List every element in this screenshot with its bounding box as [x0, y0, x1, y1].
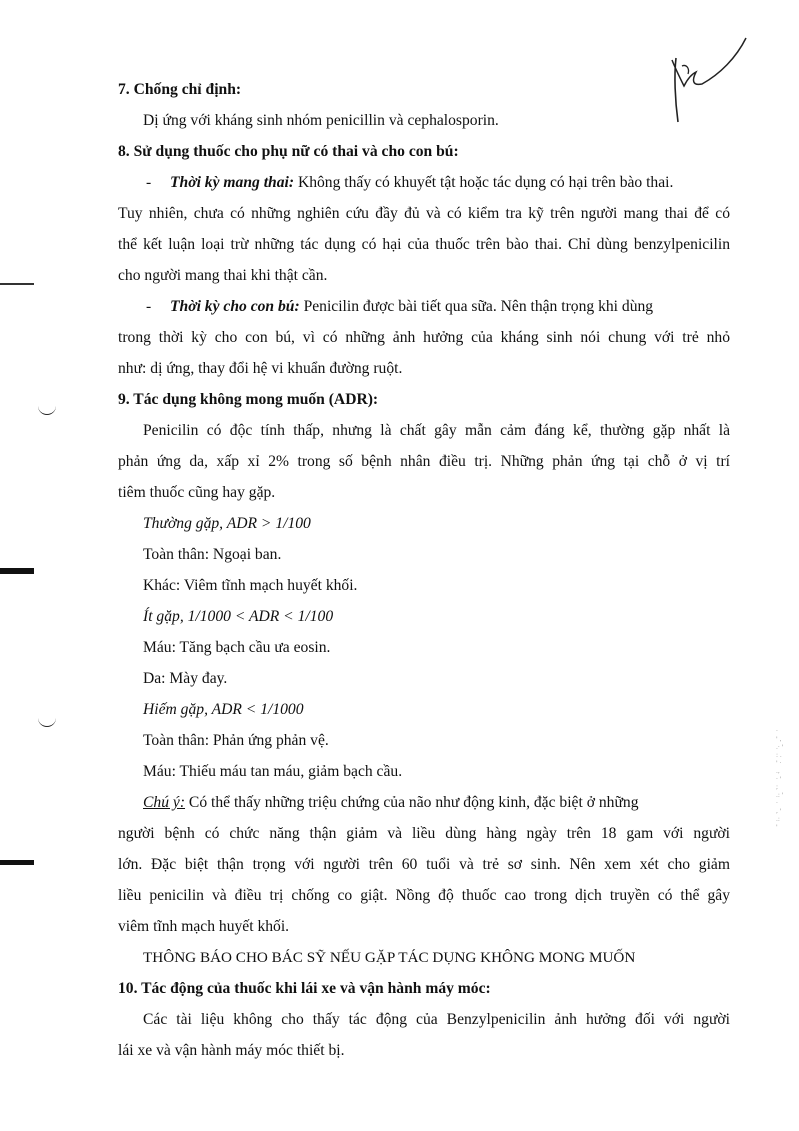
margin-hook	[38, 402, 56, 415]
bullet-breastfeeding	[146, 297, 758, 317]
adr-uncommon-title: Ít gặp, 1/1000 < ADR < 1/100	[143, 608, 334, 625]
adr-note-line-3: lớn. Đặc biệt thận trọng với người trên 60 tuổi và trẻ sơ sinh. Nên xem xét cho giảm	[118, 856, 730, 873]
margin-hook	[38, 714, 56, 727]
adr-intro-line-2: phản ứng da, xấp xỉ 2% trong số bệnh nhân điều trị. Những phản ứng tại chỗ ở vị trí	[118, 453, 730, 470]
adr-intro-line-3: tiêm thuốc cũng hay gặp.	[118, 484, 276, 501]
note-text-1: Có thể thấy những triệu chứng của não như động kinh, đặc biệt ở những	[188, 794, 639, 811]
pregnancy-line-2: Tuy nhiên, chưa có những nghiên cứu đầy đủ và có kiểm tra kỹ trên người mang thai để có	[118, 205, 730, 222]
margin-bar	[0, 860, 34, 865]
breastfeeding-label: Thời kỳ cho con bú:	[170, 298, 300, 315]
adr-common-2: Khác: Viêm tĩnh mạch huyết khối.	[143, 577, 358, 594]
adr-rare-title: Hiếm gặp, ADR < 1/1000	[143, 701, 304, 718]
adr-note-line-1	[143, 793, 730, 813]
pregnancy-line-4: cho người mang thai khi thật cần.	[118, 267, 328, 284]
adr-uncommon-2: Da: Mày đay.	[143, 670, 228, 687]
adr-notice: THÔNG BÁO CHO BÁC SỸ NẾU GẶP TÁC DỤNG KHÔNG MONG MUỐN	[143, 949, 636, 966]
bullet-dash: -	[146, 298, 152, 315]
adr-uncommon-1: Máu: Tăng bạch cầu ưa eosin.	[143, 639, 331, 656]
section-7-body: Dị ứng với kháng sinh nhóm penicillin và cephalosporin.	[143, 112, 499, 129]
adr-rare-2: Máu: Thiếu máu tan máu, giảm bạch cầu.	[143, 763, 403, 780]
scan-specks: · ' , .· ' : . ' · ., · ' ; .: ' · , ' .: '	[776, 728, 784, 831]
pregnancy-label: Thời kỳ mang thai:	[170, 174, 295, 191]
driving-line-2: lái xe và vận hành máy móc thiết bị.	[118, 1042, 345, 1059]
adr-note-line-2: người bệnh có chức năng thận giảm và liều dùng hàng ngày trên 18 gam với người	[118, 825, 730, 842]
adr-common-1: Toàn thân: Ngoại ban.	[143, 546, 282, 563]
bullet-pregnancy	[146, 173, 758, 193]
margin-tick	[0, 283, 34, 285]
breastfeeding-line-3: như: dị ứng, thay đổi hệ vi khuẩn đường ruột.	[118, 360, 403, 377]
pregnancy-line-3: thể kết luận loại trừ những tác dụng có hại của thuốc trên bào thai. Chỉ dùng benzylpenicilin	[118, 236, 730, 253]
breastfeeding-line-1: Penicilin được bài tiết qua sữa. Nên thận trọng khi dùng	[303, 298, 654, 315]
adr-note-line-5: viêm tĩnh mạch huyết khối.	[118, 918, 290, 935]
section-9-heading: 9. Tác dụng không mong muốn (ADR):	[118, 391, 379, 408]
breastfeeding-line-2: trong thời kỳ cho con bú, vì có những ảnh hưởng của kháng sinh nói chung với trẻ nhỏ	[118, 329, 730, 346]
pregnancy-line-1: Không thấy có khuyết tật hoặc tác dụng có hại trên bào thai.	[297, 174, 674, 191]
adr-common-title: Thường gặp, ADR > 1/100	[143, 515, 311, 532]
adr-intro-line-1: Penicilin có độc tính thấp, nhưng là chất gây mẫn cảm đáng kể, thường gặp nhất là	[143, 422, 730, 439]
section-10-heading: 10. Tác động của thuốc khi lái xe và vận hành máy móc:	[118, 980, 491, 997]
driving-line-1: Các tài liệu không cho thấy tác động của Benzylpenicilin ảnh hưởng đối với người	[143, 1011, 730, 1028]
section-8-heading: 8. Sử dụng thuốc cho phụ nữ có thai và cho con bú:	[118, 143, 459, 160]
note-label: Chú ý:	[143, 794, 186, 811]
section-7-heading: 7. Chống chỉ định:	[118, 81, 242, 98]
bullet-dash: -	[146, 174, 152, 191]
margin-bar	[0, 568, 34, 574]
adr-rare-1: Toàn thân: Phản ứng phản vệ.	[143, 732, 329, 749]
adr-note-line-4: liều penicilin và điều trị chống co giật. Nồng độ thuốc cao trong dịch truyền có thể gây	[118, 887, 730, 904]
